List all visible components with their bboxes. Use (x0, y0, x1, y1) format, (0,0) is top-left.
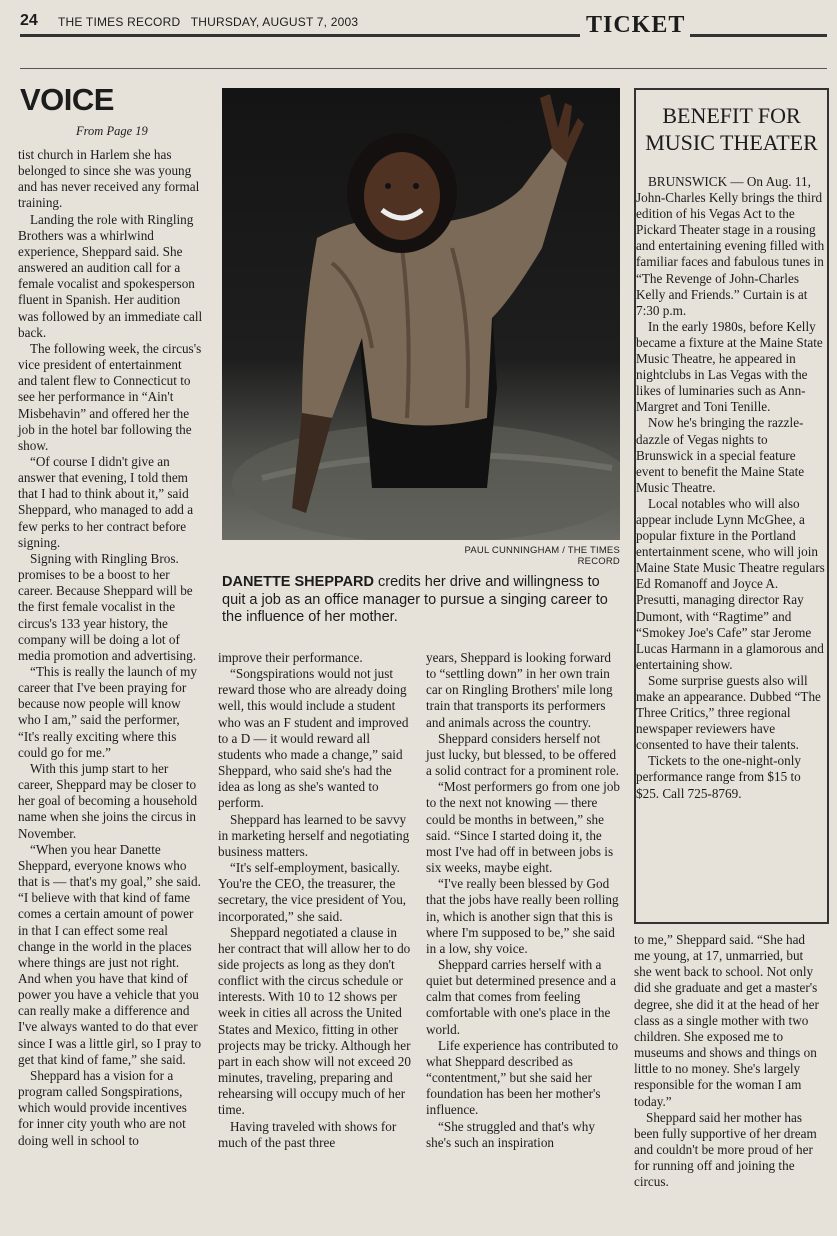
article-column-4 (634, 932, 824, 1191)
paragraph: Sheppard negotiated a clause in her contract that will allow her to do side projects as long as they don't conflict with the circus schedule or interests. With 10 to 12 shows per week in cities all across the United States and Mexico, fitting in other projects may be tricky. Although her part in each show will not exceed 20 minutes, traveling, preparing and rehearsing will occupy much of her time. (218, 924, 411, 1118)
sidebar-paragraph: Now he's bringing the razzle-dazzle of Vegas nights to Brunswick in a special feature event to benefit the Maine State Music Theatre. (636, 415, 805, 495)
paragraph: The following week, the circus's vice president of entertainment and talent flew to Connecticut to see her performance in “Ain't Misbehavin” and offered her the job in the hotel bar following the show. (18, 340, 202, 453)
paragraph: “Most performers go from one job to the next not knowing — there could be months in between,” she said. “Since I started doing it, the most I've had off in between jobs is six weeks, maybe eight. (426, 779, 621, 876)
paragraph: “I've really been blessed by God that the jobs have really been rolling in, which is another sign that this is where I'm supposed to be,” she said in a low, shy voice. (426, 876, 619, 956)
paragraph: “This is really the launch of my career that I've been praying for because now people will know who I am,” said the performer, “It's really exciting where this could go for me.” (18, 664, 197, 760)
header-rule (20, 34, 580, 37)
performer-photo (222, 88, 620, 540)
caption-text: credits her drive and willingness to quit a job as an office manager to pursue a singing career to the influence of her mother. (222, 574, 608, 625)
paragraph: tist church in Harlem she has belonged to since she was young and has never received any formal training. (18, 147, 200, 211)
paragraph: “When you hear Danette Sheppard, everyone knows who that is — that's my goal,” she said. “I believe with that kind of fame comes a certain amount of power in that I can effect some real change in the world in the places where things are just not right. And when you have that kind of power you have a vehicle that you can really make a difference and I've always wanted to do that ever since I was a little girl, so I pray to get that kind of fame,” she said. (18, 841, 202, 1067)
sidebar-paragraph: Tickets to the one-night-only performance range from $15 to $25. Call 725-8769. (636, 753, 801, 801)
sidebar-body (636, 174, 825, 802)
article-column-3 (426, 650, 622, 1151)
header-rule-right (690, 34, 827, 37)
section-name: TICKET (586, 12, 686, 38)
paragraph: “It's self-employment, basically. You're the CEO, the treasurer, the secretary, the vice president of You, incorporated,” she said. (218, 860, 407, 924)
sidebar-box (634, 88, 829, 924)
sidebar-title-line: BENEFIT FOR (662, 103, 801, 128)
paragraph: Sheppard considers herself not just lucky, but blessed, to be offered a solid contract for a prominent role. (426, 730, 619, 779)
paragraph: Sheppard has learned to be savvy in marketing herself and negotiating business matters. (218, 811, 410, 859)
paragraph: years, Sheppard is looking forward to “settling down” in her own train car on Ringling Brothers' mile long train that transports its performers and animals across the country. (426, 650, 613, 730)
caption-name: DANETTE SHEPPARD (222, 574, 374, 590)
paragraph: Sheppard has a vision for a program called Songspirations, which would provide incentives for inner city youth who are not doing well in school to (18, 1067, 187, 1148)
sidebar-paragraph: BRUNSWICK — On Aug. 11, John-Charles Kelly brings the third edition of his Vegas Act to the Pickard Theater stage in a rousing and entertaining evening filled with familiar faces and fabulous tunes in “The Revenge of John-Charles Kelly and Friends.” Curtain is at 7:30 p.m. (636, 174, 825, 318)
sidebar-paragraph: Some surprise guests also will make an appearance. Dubbed “The Three Critics,” three regional newspaper reviewers have consented to have their talents. (636, 672, 821, 753)
article-column-1 (18, 147, 204, 1149)
sidebar-paragraph: In the early 1980s, before Kelly became a fixture at the Maine State Music Theatre, he appeared in nightclubs in Las Vegas with the likes of luminaries such as Ann-Margret and Toni Tenille. (636, 318, 823, 415)
paragraph: to me,” Sheppard said. “She had me young, at 17, unmarried, but she went back to school. Not only did she graduate and get a master's degree, she did it at the head of her class as a single mother with two children. She exposed me to museums and shows and things on little to no money. She's largely responsible for the woman I am today.” (634, 932, 819, 1109)
publication-date: THE TIMES RECORD THURSDAY, AUGUST 7, 2003 (58, 15, 359, 29)
sidebar-title-line: MUSIC THEATER (645, 130, 818, 155)
article-kicker: VOICE (20, 82, 114, 117)
paragraph: Life experience has contributed to what Sheppard described as “contentment,” but she said her foundation has been her mother's influence. (426, 1037, 619, 1118)
paragraph: Signing with Ringling Bros. promises to be a boost to her career. Because Sheppard will be the first female vocalist in the circus's 133 year history, the company will be doing a lot of media promotion and advertising. (18, 550, 196, 663)
article-column-2 (218, 650, 414, 1151)
sidebar-title (636, 102, 827, 156)
paragraph: Sheppard carries herself with a quiet but determined presence and a calm that comes from feeling comfortable with one's place in the world. (426, 956, 617, 1037)
paragraph: Sheppard said her mother has been fully supportive of her dream and couldn't be more proud of her for running off and joining the circus. (634, 1109, 817, 1190)
performer-figure-icon (222, 88, 620, 540)
paragraph: With this jump start to her career, Sheppard may be closer to her goal of becoming a household name when she joins the circus in November. (18, 760, 198, 841)
paragraph: “Songspirations would not just reward those who are already doing well, this would include a student who was an F student and improved to a D — it would reward all students who made a change,” said Sheppard, who said she's had the idea as long as she's wanted to perform. (218, 666, 409, 811)
sidebar-paragraph: Local notables who will also appear include Lynn McGhee, a popular fixture in the Portland entertainment scene, who will join Maine State Music Theatre regulars Ed Romanoff and Joyce A. Presutti, managing director Ray Dumont, with “Ragtime” and “Smokey Joe's Cafe” star Jerome Lucas Harmann in a glamorous and entertaining show. (636, 495, 825, 672)
photo-credit: PAUL CUNNINGHAM / THE TIMES RECORD (464, 545, 620, 567)
paragraph: Landing the role with Ringling Brothers was a whirlwind experience, Sheppard said. She answered an audition call for a female vocalist and spokesperson fluent in Spanish. Her audition was followed by an immediate call back. (18, 211, 203, 340)
paragraph: improve their performance. (218, 650, 363, 665)
paragraph: Having traveled with shows for much of the past three (218, 1118, 397, 1150)
header-divider (20, 68, 827, 69)
photo-caption (222, 574, 622, 627)
page-number: 24 (20, 12, 38, 29)
paragraph: “She struggled and that's why she's such an inspiration (426, 1118, 595, 1150)
jump-reference: From Page 19 (76, 124, 148, 138)
paragraph: “Of course I didn't give an answer that evening, I told them that I had to think about it,” said Sheppard, who managed to add a few perks to her contract before signing. (18, 453, 194, 550)
